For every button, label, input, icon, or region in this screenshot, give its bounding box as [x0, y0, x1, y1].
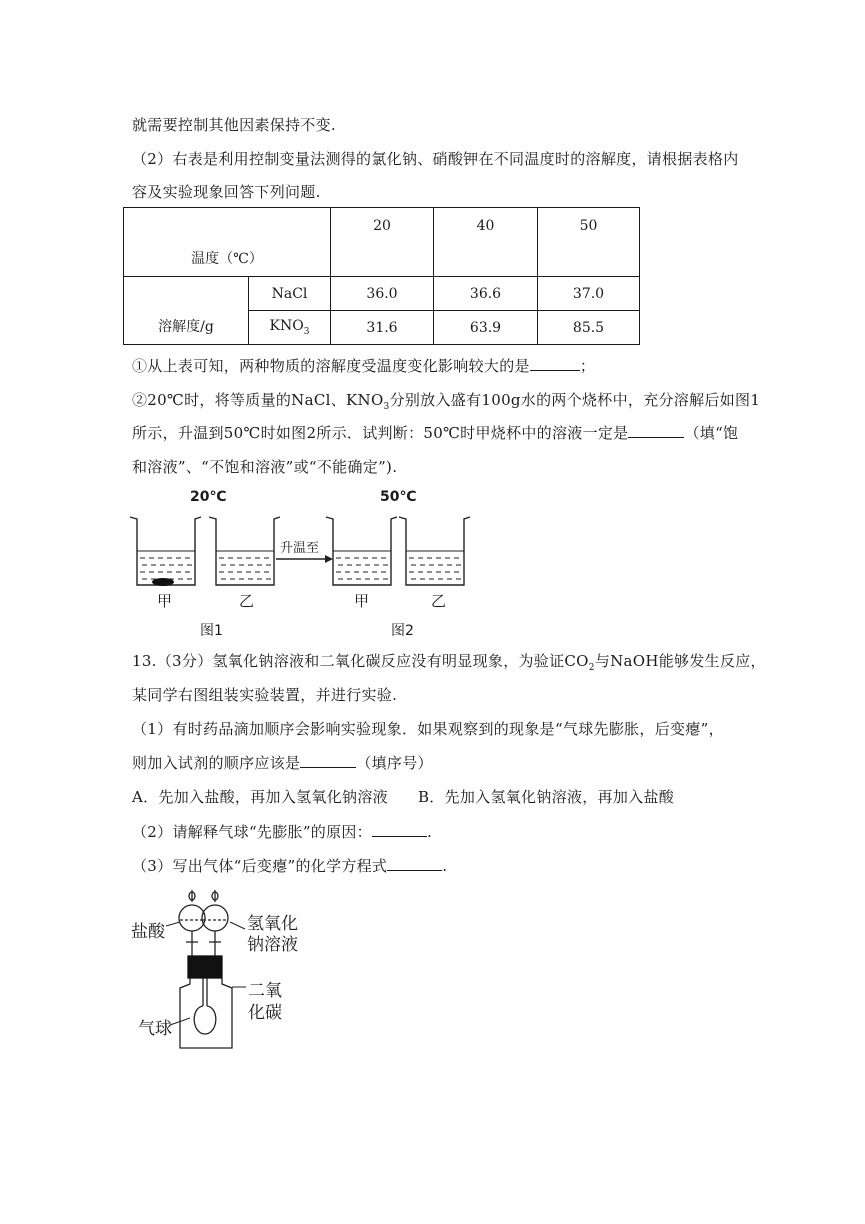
intro-line: 就需要控制其他因素保持不变. [132, 116, 336, 134]
answer-blank-3 [300, 753, 356, 768]
label-yi-1: 乙 [239, 592, 255, 610]
beaker-jia-2 [326, 517, 397, 585]
label-hydrochloric-acid: 盐酸 [131, 922, 165, 942]
answer-blank-1 [530, 356, 580, 371]
arrow [276, 555, 333, 563]
option-a: A．先加入盐酸，再加入氢氧化钠溶液 [132, 788, 388, 806]
answer-blank-5 [387, 856, 442, 871]
solubility-table [123, 207, 640, 345]
substance-nacl: NaCl [249, 277, 331, 311]
beaker-yi-2 [399, 517, 470, 585]
nacl-40: 36.6 [434, 277, 538, 311]
question-2-line1: ②20℃时，将等质量的NaCl、$KNO_3$分别放入盛有100g水的两个烧杯中，充分溶解后如图1 [132, 391, 761, 412]
q13-line1: 13.（3分）氢氧化钠溶液和二氧化碳反应没有明显现象，为验证$CO_2$与NaOH能够发生反应， [132, 652, 766, 673]
label-co2-line1: 二氧 [248, 981, 282, 1001]
q13-line2: 某同学右图组装实验装置，并进行实验. [132, 686, 398, 704]
beaker-figure [125, 485, 475, 640]
label-jia-2: 甲 [354, 592, 370, 610]
label-yi-2: 乙 [431, 592, 447, 610]
nacl-20: 36.0 [331, 277, 434, 311]
label-naoh-line2: 钠溶液 [247, 935, 298, 955]
q13-part2: （2）请解释气球“先膨胀”的原因： . [132, 823, 433, 841]
q12-part2-line2: 容及实验现象回答下列问题. [132, 183, 321, 201]
figure-2-caption: 图2 [391, 623, 414, 639]
temp-50: 50 [538, 208, 640, 277]
solubility-label: 溶解度/g [124, 277, 249, 345]
label-jia-1: 甲 [157, 592, 173, 610]
temp-label-50: 50℃ [380, 489, 417, 505]
temp-20: 20 [331, 208, 434, 277]
label-naoh-line1: 氢氧化 [247, 914, 298, 934]
question-1: ①从上表可知，两种物质的溶解度受温度变化影响较大的是 ； [132, 357, 596, 375]
kno3-20: 31.6 [331, 311, 434, 345]
q13-part1-line2: 则加入试剂的顺序应该是 （填序号） [132, 754, 433, 772]
undissolved-solid [152, 578, 174, 586]
answer-blank-2 [628, 423, 684, 438]
figure-1-caption: 图1 [200, 623, 223, 639]
q13-part1-line1: （1）有时药品滴加顺序会影响实验现象．如果观察到的现象是“气球先膨胀，后变瘪”， [132, 720, 724, 738]
beaker-jia-1 [130, 517, 201, 586]
answer-blank-4 [372, 822, 427, 837]
label-co2-line2: 化碳 [248, 1003, 282, 1023]
label-leader-lines [150, 900, 260, 1030]
q13-part3: （3）写出气体“后变瘪”的化学方程式 . [132, 857, 448, 875]
q13-options [132, 786, 674, 807]
question-2-line2: 所示，升温到50℃时如图2所示．试判断：50℃时甲烧杯中的溶液一定是 （填“饱 [132, 424, 739, 442]
beaker-yi-1 [209, 517, 280, 585]
temp-label-20: 20℃ [190, 489, 227, 505]
nacl-50: 37.0 [538, 277, 640, 311]
substance-kno3: $KNO_3$ [249, 311, 331, 345]
q12-part2-line1: （2）右表是利用控制变量法测得的氯化钠、硝酸钾在不同温度时的溶解度，请根据表格内 [132, 150, 739, 168]
question-2-line3: 和溶液”、“不饱和溶液”或“不能确定”). [132, 458, 398, 476]
arrow-label: 升温至 [280, 541, 320, 556]
label-balloon: 气球 [138, 1019, 172, 1039]
kno3-40: 63.9 [434, 311, 538, 345]
temperature-header: 温度（℃） [124, 208, 331, 277]
kno3-50: 85.5 [538, 311, 640, 345]
option-b: B．先加入氢氧化钠溶液，再加入盐酸 [417, 788, 675, 806]
temp-40: 40 [434, 208, 538, 277]
